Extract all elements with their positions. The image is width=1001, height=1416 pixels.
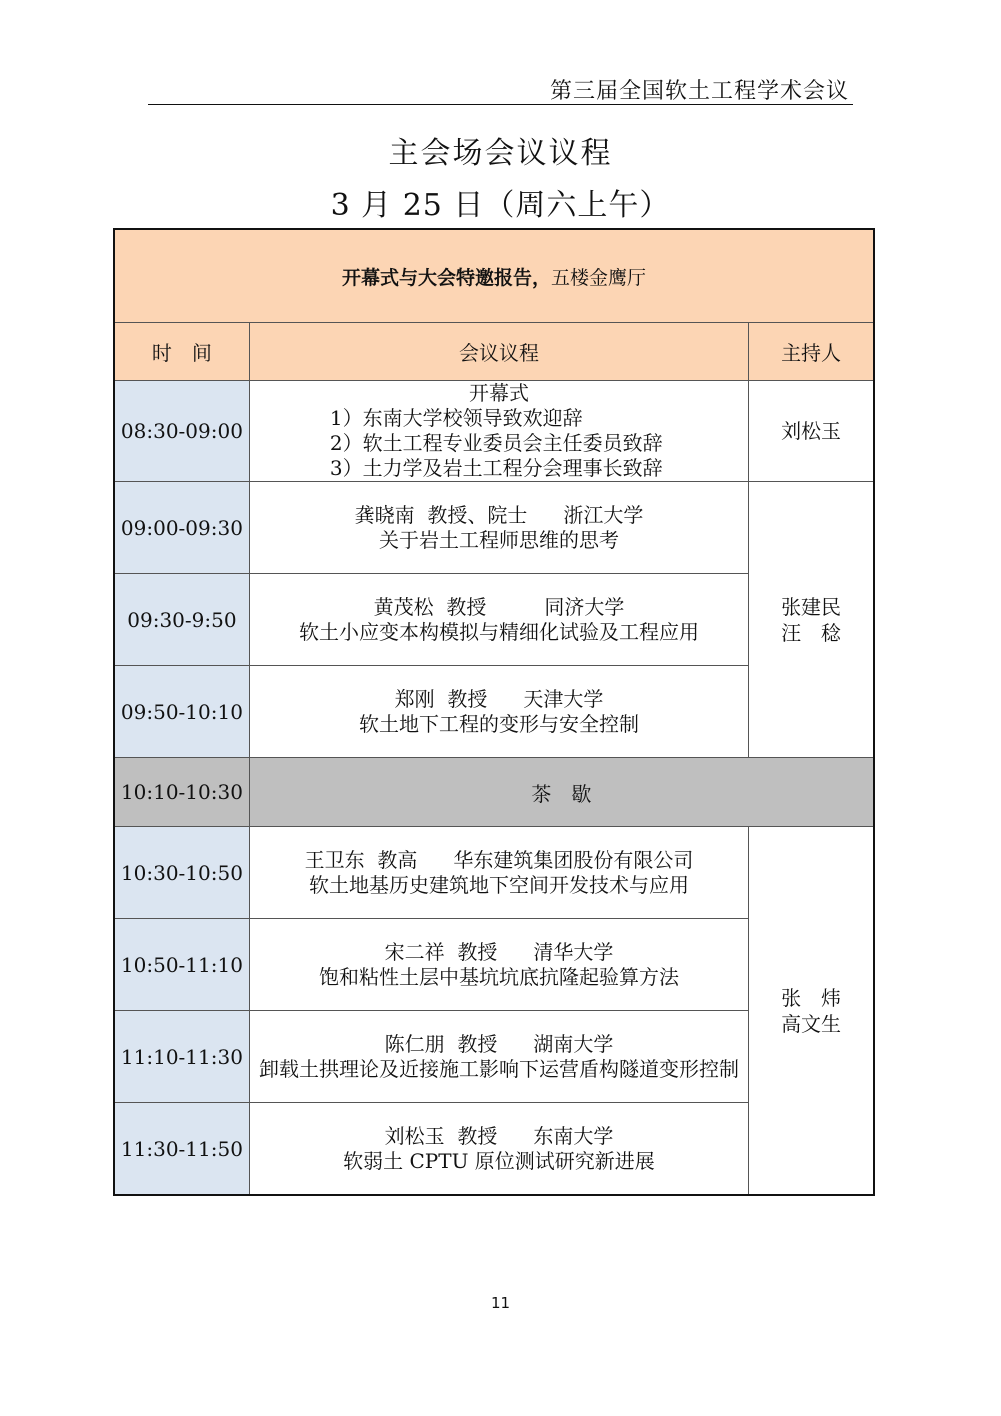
agenda-cell (249, 381, 748, 482)
agenda-cell (249, 919, 748, 1011)
table-row (114, 827, 874, 919)
date-line: 3 月 25 日（周六上午） (330, 188, 671, 223)
talk-title: 饱和粘性土层中基坑坑底抗隆起验算方法 (318, 964, 679, 989)
speaker-org: 清华大学 (533, 939, 614, 964)
host-name: 汪 稔 (781, 620, 842, 645)
speaker-line (250, 940, 748, 965)
opening-item: 1）东南大学校领导致欢迎辞 (329, 406, 583, 430)
header-host: 主持人 (749, 323, 874, 381)
speaker-rank: 教高 (377, 847, 418, 872)
time-cell: 09:30-9:50 (114, 574, 249, 666)
header-time: 时 间 (114, 323, 249, 381)
talk-title: 卸载土拱理论及近接施工影响下运营盾构隧道变形控制 (258, 1056, 739, 1081)
time-cell: 08:30-09:00 (114, 381, 249, 482)
speaker-name: 陈仁朋 (384, 1031, 445, 1056)
time-cell: 09:50-10:10 (114, 666, 249, 758)
speaker-org: 湖南大学 (533, 1031, 614, 1056)
host-cell: 刘松玉 (749, 381, 874, 482)
talk-title: 软土小应变本构模拟与精细化试验及工程应用 (298, 619, 699, 644)
table-row (114, 381, 874, 482)
opening-item: 2）软土工程专业委员会主任委员致辞 (329, 431, 663, 455)
table-row (114, 482, 874, 574)
speaker-rank: 教授 (447, 686, 488, 711)
page-number: 11 (490, 1294, 511, 1312)
host-cell (749, 827, 874, 1196)
speaker-name: 黄茂松 (373, 594, 434, 619)
talk-title: 关于岩土工程师思维的思考 (378, 527, 619, 552)
host-cell (749, 482, 874, 758)
agenda-cell (249, 827, 748, 919)
speaker-org: 东南大学 (533, 1123, 614, 1148)
speaker-rank: 教授、院士 (427, 502, 528, 527)
agenda-cell (249, 482, 748, 574)
banner-venue: 五楼金鹰厅 (551, 266, 647, 289)
speaker-name: 郑刚 (394, 686, 435, 711)
host-name: 张建民 (781, 594, 842, 619)
speaker-line (250, 1032, 748, 1057)
conference-header: 第三届全国软土工程学术会议 (549, 79, 849, 104)
column-header-row (114, 323, 874, 381)
speaker-name: 龚晓南 (354, 502, 415, 527)
speaker-org: 华东建筑集团股份有限公司 (453, 847, 694, 872)
speaker-name: 宋二祥 (384, 939, 445, 964)
agenda-cell (249, 1011, 748, 1103)
speaker-line (250, 595, 748, 620)
tea-break-row (114, 758, 874, 827)
speaker-org: 天津大学 (523, 686, 604, 711)
header-agenda: 会议议程 (249, 323, 748, 381)
host-name: 张 炜 (781, 985, 842, 1010)
speaker-rank: 教授 (457, 939, 498, 964)
speaker-line (250, 1124, 748, 1149)
opening-title: 开幕式 (468, 381, 529, 405)
agenda-cell (249, 666, 748, 758)
tea-break-label: 茶 歇 (249, 758, 874, 827)
speaker-rank: 教授 (446, 594, 487, 619)
time-cell: 10:50-11:10 (114, 919, 249, 1011)
speaker-name: 刘松玉 (384, 1123, 445, 1148)
speaker-line (250, 503, 748, 528)
agenda-cell (249, 574, 748, 666)
page-title: 主会场会议议程 (388, 136, 613, 171)
time-cell: 11:10-11:30 (114, 1011, 249, 1103)
speaker-org: 同济大学 (544, 594, 625, 619)
agenda-table (113, 228, 875, 1196)
speaker-org: 浙江大学 (563, 502, 644, 527)
time-cell: 10:10-10:30 (114, 758, 249, 827)
speaker-line (250, 687, 748, 712)
speaker-rank: 教授 (457, 1031, 498, 1056)
header-rule (148, 104, 853, 105)
talk-title: 软土地基历史建筑地下空间开发技术与应用 (308, 872, 689, 897)
speaker-rank: 教授 (457, 1123, 498, 1148)
opening-item: 3）土力学及岩土工程分会理事长致辞 (329, 456, 663, 480)
speaker-line (250, 848, 748, 873)
speaker-name: 王卫东 (304, 847, 365, 872)
time-cell: 09:00-09:30 (114, 482, 249, 574)
banner-cell (114, 229, 874, 323)
host-name: 高文生 (781, 1011, 842, 1036)
time-cell: 11:30-11:50 (114, 1103, 249, 1196)
talk-title: 软弱土 CPTU 原位测试研究新进展 (343, 1148, 655, 1173)
banner-title: 开幕式与大会特邀报告， (341, 266, 551, 289)
banner-row (114, 229, 874, 323)
agenda-cell (249, 1103, 748, 1196)
talk-title: 软土地下工程的变形与安全控制 (358, 711, 639, 736)
time-cell: 10:30-10:50 (114, 827, 249, 919)
